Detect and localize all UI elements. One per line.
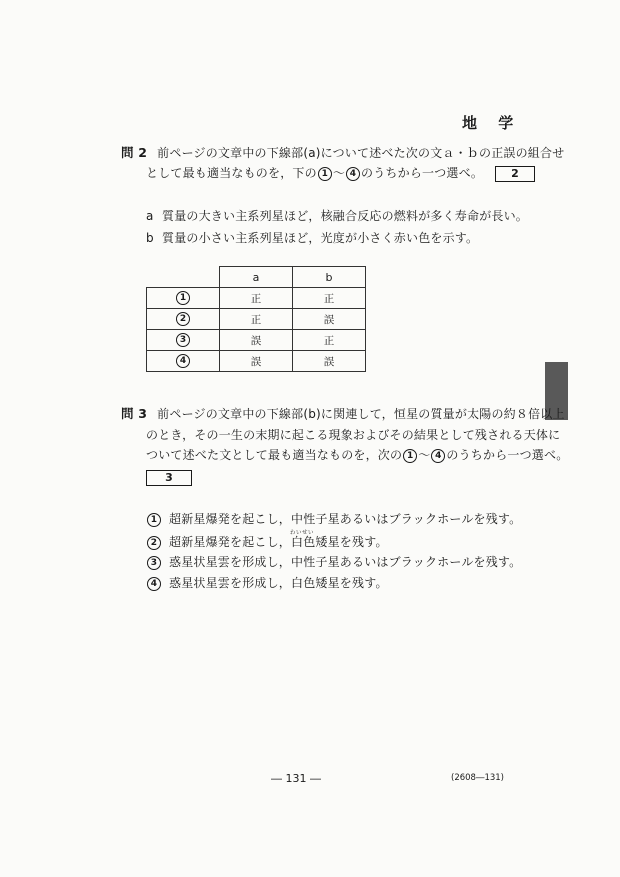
option-text: 超新星爆発を起こし，中性子星あるいはブラックホールを残す。 xyxy=(169,512,522,526)
option-text: 惑星状星雲を形成し，白色矮星を残す。 xyxy=(169,576,388,590)
q3-stem-line2: のとき，その一生の末期に起こる現象およびその結果として残される天体に xyxy=(146,428,561,442)
table-cell-a: 正 xyxy=(220,288,293,309)
q3-stem-line1: 前ページの文章中の下線部(b)に関連して，恒星の質量が太陽の約８倍以上 xyxy=(157,407,565,421)
table-row-number xyxy=(147,351,220,372)
q3-option-3[interactable] xyxy=(146,553,521,570)
statement-letter: b xyxy=(146,231,154,245)
q2-line1 xyxy=(121,143,564,161)
table-corner xyxy=(147,267,220,288)
q3-option-4[interactable] xyxy=(146,574,388,591)
q3-label: 問 3 xyxy=(121,406,148,421)
q2-answer-box[interactable]: 2 xyxy=(495,166,535,182)
q2-label: 問 2 xyxy=(121,145,148,160)
q3-option-2[interactable] xyxy=(146,533,388,550)
q3-range-end: 4 xyxy=(431,449,445,463)
choice-number: 2 xyxy=(147,536,161,550)
choice-number: 2 xyxy=(176,312,190,326)
table-header-row xyxy=(147,267,366,288)
table-cell-b: 正 xyxy=(293,288,366,309)
q2-stem-line2-post: のうちから一つ選べ。 xyxy=(361,166,484,180)
subject-title: 地 学 xyxy=(462,114,522,132)
q2-stem-line1: 前ページの文章中の下線部(a)について述べた次の文ａ・ｂの正誤の組合せ xyxy=(157,146,565,160)
exam-code: (2608―131) xyxy=(451,773,504,783)
table-row[interactable] xyxy=(147,330,366,351)
table-row[interactable] xyxy=(147,309,366,330)
table-cell-a: 誤 xyxy=(220,351,293,372)
q2-range-start: 1 xyxy=(318,167,332,181)
choice-number: 4 xyxy=(176,354,190,368)
q2-line2 xyxy=(146,164,535,182)
choice-number: 3 xyxy=(147,556,161,570)
choice-number: 1 xyxy=(176,291,190,305)
option-text: 超新星爆発を起こし，白色矮星を残す。 xyxy=(169,535,388,549)
table-row-number xyxy=(147,330,220,351)
q3-option-1[interactable] xyxy=(146,510,521,527)
q3-stem-line3-pre: ついて述べた文として最も適当なものを，次の xyxy=(146,448,403,462)
q2-statement-b xyxy=(146,229,478,246)
page-number: ― 131 ― xyxy=(271,772,321,785)
table-cell-b: 誤 xyxy=(293,351,366,372)
table-row[interactable] xyxy=(147,288,366,309)
table-header-b: b xyxy=(293,267,366,288)
table-row-number xyxy=(147,288,220,309)
statement-letter: a xyxy=(146,209,154,223)
choice-number: 4 xyxy=(147,577,161,591)
table-cell-b: 正 xyxy=(293,330,366,351)
q3-line1 xyxy=(121,404,565,422)
table-cell-a: 誤 xyxy=(220,330,293,351)
table-header-a: a xyxy=(220,267,293,288)
q3-range-sep: ～ xyxy=(418,448,431,462)
q3-answer-box[interactable]: 3 xyxy=(146,470,192,486)
q3-stem-line3-post: のうちから一つ選べ。 xyxy=(446,448,569,462)
table-cell-a: 正 xyxy=(220,309,293,330)
q3-answer-box-wrap xyxy=(146,466,192,486)
q2-range-end: 4 xyxy=(346,167,360,181)
choice-number: 1 xyxy=(147,513,161,527)
q2-option-table xyxy=(146,266,366,372)
statement-text: 質量の大きい主系列星ほど，核融合反応の燃料が多く寿命が長い。 xyxy=(162,209,529,223)
table-row-number xyxy=(147,309,220,330)
table-cell-b: 誤 xyxy=(293,309,366,330)
choice-number: 3 xyxy=(176,333,190,347)
option-text: 惑星状星雲を形成し，中性子星あるいはブラックホールを残す。 xyxy=(169,555,522,569)
q3-line3 xyxy=(146,446,568,463)
ruby-reading: わいせい xyxy=(290,530,315,536)
q2-range-sep: ～ xyxy=(332,166,346,180)
q2-statement-a xyxy=(146,207,528,224)
statement-text: 質量の小さい主系列星ほど，光度が小さく赤い色を示す。 xyxy=(162,231,479,245)
q2-stem-line2-pre: として最も適当なものを，下の xyxy=(146,166,317,180)
q3-range-start: 1 xyxy=(403,449,417,463)
table-row[interactable] xyxy=(147,351,366,372)
